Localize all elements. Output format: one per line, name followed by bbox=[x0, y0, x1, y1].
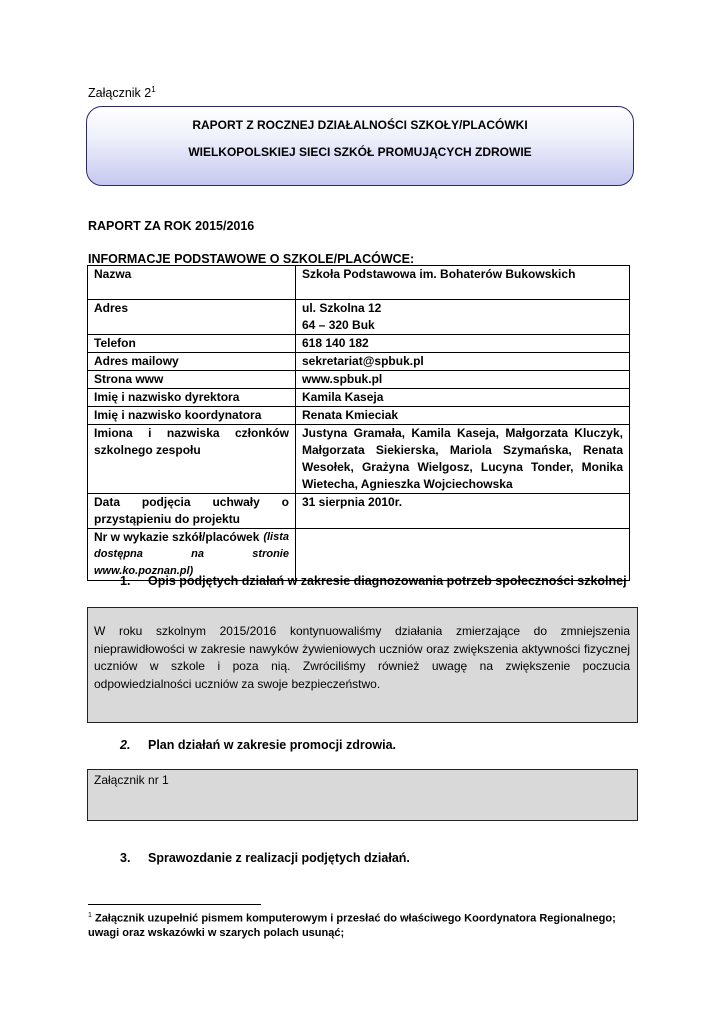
footnote-ref: 1 bbox=[151, 85, 156, 94]
basic-info-heading: INFORMACJE PODSTAWOWE O SZKOLE/PLACÓWCE: bbox=[88, 252, 415, 266]
coordinator-value: Renata Kmieciak bbox=[296, 407, 630, 425]
resolution-label bbox=[88, 494, 296, 529]
table-row bbox=[88, 494, 630, 529]
table-row bbox=[88, 353, 630, 371]
name-value: Szkoła Podstawowa im. Bohaterów Bukowskich bbox=[296, 266, 630, 300]
address-value bbox=[296, 300, 630, 335]
banner-title-line1: RAPORT Z ROCZNEJ DZIAŁALNOŚCI SZKOŁY/PLACÓWKI bbox=[192, 118, 528, 132]
footnote-text: Załącznik uzupełnić pismem komputerowym i przesłać do właściwego Koordynatora Regionalnego; uwagi oraz wskazówki w szarych polach usunąć; bbox=[88, 912, 616, 939]
basic-info-table bbox=[87, 265, 630, 581]
section1-number: 1. bbox=[120, 574, 131, 588]
registry-label-text: Nr w wykazie szkół/placówek bbox=[94, 530, 260, 544]
section2-title: Plan działań w zakresie promocji zdrowia. bbox=[148, 738, 396, 752]
phone-label: Telefon bbox=[88, 335, 296, 353]
table-row bbox=[88, 425, 630, 494]
section3-number: 3. bbox=[120, 851, 131, 865]
table-row bbox=[88, 266, 630, 300]
registry-label bbox=[88, 529, 296, 581]
report-year-heading: RAPORT ZA ROK 2015/2016 bbox=[88, 219, 255, 233]
section2-heading bbox=[120, 738, 396, 752]
section2-textbox bbox=[87, 769, 638, 821]
table-row bbox=[88, 389, 630, 407]
registry-value bbox=[296, 529, 630, 581]
footnote-separator bbox=[88, 904, 261, 905]
table-row bbox=[88, 407, 630, 425]
resolution-value: 31 sierpnia 2010r. bbox=[296, 494, 630, 529]
footnote-number: 1 bbox=[88, 912, 92, 919]
section1-textbox bbox=[87, 607, 638, 723]
section3-heading bbox=[120, 851, 410, 865]
address-line1: ul. Szkolna 12 bbox=[302, 301, 382, 315]
footnote bbox=[88, 909, 648, 940]
www-value: www.spbuk.pl bbox=[296, 371, 630, 389]
section3-title: Sprawozdanie z realizacji podjętych działań. bbox=[148, 851, 410, 865]
report-title-banner bbox=[86, 106, 634, 186]
registry-note2: dostępna na stronie bbox=[94, 548, 289, 560]
team-line1: Justyna Gramała, Kamila Kaseja, Małgorzata Kluczyk, bbox=[302, 426, 623, 440]
team-label bbox=[88, 425, 296, 494]
team-line4: Wietecha, Agnieszka Wojciechowska bbox=[302, 477, 513, 491]
annex-label: Załącznik $2^1$ bbox=[88, 85, 156, 101]
team-value bbox=[296, 425, 630, 494]
phone-value: 618 140 182 bbox=[296, 335, 630, 353]
email-value: sekretariat@spbuk.pl bbox=[296, 353, 630, 371]
section2-number: 2. bbox=[120, 738, 131, 752]
team-line3: Wesołek, Grażyna Wielgosz, Lucyna Tonder, Monika bbox=[302, 460, 623, 474]
table-row bbox=[88, 300, 630, 335]
resolution-label-line2: przystąpieniu do projektu bbox=[94, 512, 241, 526]
team-line2: Małgorzata Siekierska, Mariola Szymańska, Renata bbox=[302, 443, 623, 457]
table-row bbox=[88, 529, 630, 581]
email-label: Adres mailowy bbox=[88, 353, 296, 371]
name-label: Nazwa bbox=[88, 266, 296, 300]
team-label-line1: Imiona i nazwiska członków bbox=[94, 426, 289, 440]
table-row bbox=[88, 335, 630, 353]
section1-heading bbox=[120, 574, 627, 588]
coordinator-label: Imię i nazwisko koordynatora bbox=[88, 407, 296, 425]
table-row bbox=[88, 371, 630, 389]
director-value: Kamila Kaseja bbox=[296, 389, 630, 407]
www-label: Strona www bbox=[88, 371, 296, 389]
registry-note1: (lista bbox=[263, 531, 289, 543]
director-label: Imię i nazwisko dyrektora bbox=[88, 389, 296, 407]
section1-title: Opis podjętych działań w zakresie diagnozowania potrzeb społeczności szkolnej bbox=[148, 574, 627, 588]
address-line2: 64 – 320 Buk bbox=[302, 318, 375, 332]
resolution-label-line1: Data podjęcia uchwały o bbox=[94, 495, 289, 509]
team-label-line2: szkolnego zespołu bbox=[94, 443, 201, 457]
address-label: Adres bbox=[88, 300, 296, 335]
registry-note3: www.ko.poznan.pl) bbox=[94, 565, 194, 577]
section2-body: Załącznik nr 1 bbox=[94, 773, 169, 787]
section1-body: W roku szkolnym 2015/2016 kontynuowaliśmy działania zmierzające do zmniejszenia nieprawidłowości w zakresie nawyków żywieniowych uczniów oraz zwiększenia aktywności fizycznej uczniów w szkole i poza nią. Zwróciliśmy również uwagę na zwiększenie poczucia odpowiedzialności uczniów za swoje bezpieczeństwo. bbox=[94, 624, 630, 691]
banner-title-line2: WIELKOPOLSKIEJ SIECI SZKÓŁ PROMUJĄCYCH ZDROWIE bbox=[188, 145, 532, 159]
